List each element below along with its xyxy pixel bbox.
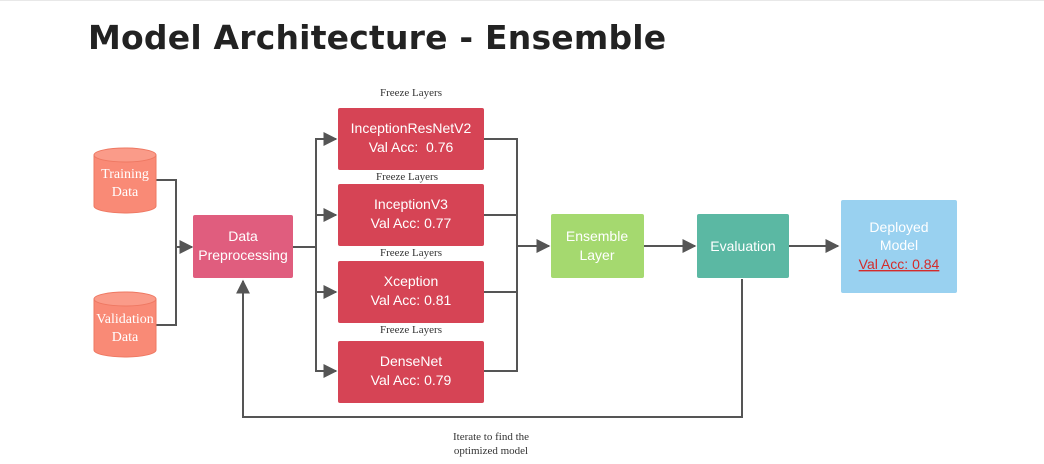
model3-acc: Val Acc: 0.81 <box>370 292 452 308</box>
evaluation-node <box>697 214 789 278</box>
preprocessing-line2: Preprocessing <box>198 247 288 263</box>
page-title: Model Architecture - Ensemble <box>88 18 667 57</box>
deployed-line1: Deployed <box>869 219 929 235</box>
validation-data-node <box>94 292 156 357</box>
model3-name: Xception <box>383 273 439 289</box>
model2-freeze-note: Freeze Layers <box>376 171 438 183</box>
model1-acc: Val Acc: 0.76 <box>368 139 454 155</box>
validation-data-line1: Validation <box>96 312 154 327</box>
model1-name: InceptionResNetV2 <box>350 120 472 136</box>
deployed-model-node <box>841 200 957 293</box>
feedback-label-line1: Iterate to find the <box>452 431 530 443</box>
feedback-loop-connector <box>243 279 742 417</box>
model2-name: InceptionV3 <box>374 196 448 212</box>
model-node-xception <box>338 261 484 323</box>
preprocessing-line1: Data <box>228 228 258 244</box>
model3-freeze-note: Freeze Layers <box>380 247 442 259</box>
training-data-line1: Training <box>101 167 149 182</box>
validation-to-preprocess-connector <box>156 247 176 325</box>
model4-acc: Val Acc: 0.79 <box>370 372 452 388</box>
model1-freeze-note: Freeze Layers <box>380 87 442 99</box>
preprocessing-node <box>193 215 293 278</box>
models-merge-connector <box>484 139 517 371</box>
deployed-acc: Val Acc: 0.84 <box>858 256 940 272</box>
preprocess-to-model4-connector <box>316 139 336 371</box>
training-to-preprocess-connector <box>156 180 192 247</box>
model2-acc: Val Acc: 0.77 <box>370 215 452 231</box>
ensemble-line2: Layer <box>579 247 615 263</box>
model4-name: DenseNet <box>379 353 443 369</box>
feedback-label-line2: optimized model <box>453 445 529 457</box>
ensemble-line1: Ensemble <box>565 228 629 244</box>
validation-data-line2: Data <box>111 330 139 345</box>
training-data-line2: Data <box>111 185 139 200</box>
model-node-inceptionv3 <box>338 184 484 246</box>
preprocess-to-model1-connector <box>293 139 336 247</box>
ensemble-layer-node <box>551 214 644 278</box>
model4-freeze-note: Freeze Layers <box>380 324 442 336</box>
model-node-inceptionresnetv2 <box>338 108 484 170</box>
evaluation-label: Evaluation <box>710 238 776 254</box>
training-data-node <box>94 148 156 213</box>
model-node-densenet <box>338 341 484 403</box>
deployed-line2: Model <box>879 237 919 253</box>
